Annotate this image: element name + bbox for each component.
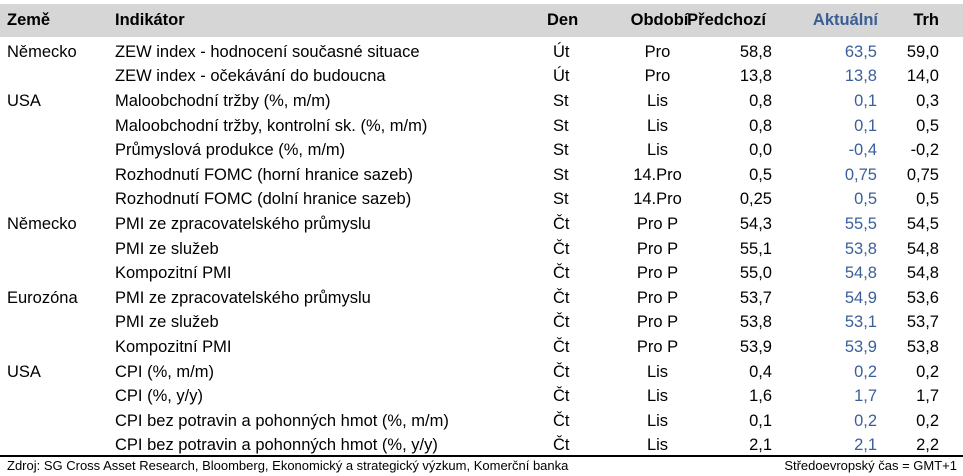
row-actual: 53,8: [844, 239, 877, 258]
table-row: [0, 212, 963, 237]
row-actual: -0,4: [848, 141, 877, 160]
row-day: Čt: [553, 239, 570, 258]
row-day: St: [553, 165, 569, 184]
table-row: [0, 188, 963, 213]
row-country: Eurozóna: [7, 288, 78, 307]
table-row: [0, 360, 963, 385]
row-day: St: [553, 190, 569, 209]
row-market: 59,0: [906, 42, 939, 61]
header-indicator: Indikátor: [115, 11, 185, 29]
row-actual: 0,1: [854, 91, 877, 110]
row-period: Lis: [646, 436, 669, 455]
row-period: Pro: [644, 67, 671, 86]
row-actual: 63,5: [844, 42, 877, 61]
row-period: Pro: [644, 42, 671, 61]
row-period: Pro P: [636, 313, 679, 332]
row-day: Út: [553, 67, 570, 86]
table-header: [0, 4, 963, 37]
table-row: [0, 89, 963, 114]
row-period: Pro P: [636, 288, 679, 307]
row-day: Čt: [553, 387, 570, 406]
row-day: Čt: [553, 362, 570, 381]
row-indicator: PMI ze služeb: [115, 313, 219, 332]
row-indicator: CPI (%, y/y): [115, 387, 204, 406]
table-row: [0, 384, 963, 409]
table-row: [0, 237, 963, 262]
row-indicator: PMI ze zpracovatelského průmyslu: [115, 288, 371, 307]
table-row: [0, 65, 963, 90]
row-market: 53,8: [906, 337, 939, 356]
row-previous: 13,8: [739, 67, 772, 86]
row-actual: 54,9: [844, 288, 877, 307]
row-market: 0,2: [916, 362, 939, 381]
header-previous: Předchozí: [687, 11, 766, 29]
row-indicator: Rozhodnutí FOMC (dolní hranice sazeb): [115, 190, 412, 209]
row-previous: 53,8: [739, 313, 772, 332]
row-market: 0,2: [916, 411, 939, 430]
table-row: [0, 409, 963, 434]
table-row: [0, 40, 963, 65]
row-actual: 0,2: [854, 362, 877, 381]
header-country: Země: [7, 11, 51, 29]
row-actual: 1,7: [854, 387, 877, 406]
row-actual: 53,1: [844, 313, 877, 332]
table-row: [0, 163, 963, 188]
row-market: -0,2: [910, 141, 939, 160]
row-actual: 13,8: [844, 67, 877, 86]
row-market: 0,5: [916, 116, 939, 135]
row-indicator: Maloobchodní tržby (%, m/m): [115, 91, 331, 110]
row-period: Lis: [646, 411, 669, 430]
row-country: USA: [7, 362, 41, 381]
row-day: Čt: [553, 337, 570, 356]
row-previous: 53,7: [739, 288, 772, 307]
header-period: Období: [630, 11, 689, 29]
row-market: 0,5: [916, 190, 939, 209]
row-actual: 55,5: [844, 214, 877, 233]
row-previous: 2,1: [749, 436, 772, 455]
row-period: Lis: [646, 387, 669, 406]
row-day: Čt: [553, 313, 570, 332]
footer-source: Zdroj: SG Cross Asset Research, Bloomberg, Ekonomický a strategický výzkum, Komerční banka: [7, 458, 569, 473]
row-day: Čt: [553, 436, 570, 455]
row-market: 53,6: [906, 288, 939, 307]
row-indicator: PMI ze zpracovatelského průmyslu: [115, 214, 371, 233]
row-previous: 0,25: [739, 190, 772, 209]
footer-timezone: Středoevropský čas = GMT+1: [784, 458, 957, 473]
row-market: 1,7: [916, 387, 939, 406]
row-period: Pro P: [636, 337, 679, 356]
row-day: Čt: [553, 288, 570, 307]
row-previous: 58,8: [739, 42, 772, 61]
footer-divider: [0, 455, 963, 457]
row-period: Pro P: [636, 264, 679, 283]
row-day: St: [553, 141, 569, 160]
header-market: Trh: [913, 11, 939, 29]
row-market: 14,0: [906, 67, 939, 86]
row-day: St: [553, 116, 569, 135]
row-previous: 54,3: [739, 214, 772, 233]
header-day: Den: [547, 11, 579, 29]
row-market: 53,7: [906, 313, 939, 332]
row-actual: 0,5: [854, 190, 877, 209]
row-country: Německo: [7, 214, 77, 233]
row-period: Lis: [646, 91, 669, 110]
row-indicator: Maloobchodní tržby, kontrolní sk. (%, m/m): [115, 116, 428, 135]
row-period: Lis: [646, 141, 669, 160]
row-actual: 2,1: [854, 436, 877, 455]
row-day: Út: [553, 42, 570, 61]
row-indicator: ZEW index - hodnocení současné situace: [115, 42, 420, 61]
row-day: Čt: [553, 214, 570, 233]
row-actual: 0,1: [854, 116, 877, 135]
row-indicator: Kompozitní PMI: [115, 337, 232, 356]
row-period: Pro P: [636, 239, 679, 258]
row-indicator: ZEW index - očekávání do budoucna: [115, 67, 386, 86]
table-row: [0, 335, 963, 360]
row-indicator: Kompozitní PMI: [115, 264, 232, 283]
row-actual: 0,75: [844, 165, 877, 184]
row-market: 2,2: [916, 436, 939, 455]
header-actual: Aktuální: [812, 11, 878, 29]
table-row: [0, 286, 963, 311]
row-market: 54,8: [906, 264, 939, 283]
row-previous: 0,0: [749, 141, 772, 160]
row-period: Lis: [646, 116, 669, 135]
row-day: St: [553, 91, 569, 110]
row-market: 0,3: [916, 91, 939, 110]
row-period: 14.Pro: [633, 190, 682, 209]
row-market: 0,75: [906, 165, 939, 184]
row-actual: 53,9: [844, 337, 877, 356]
row-period: Lis: [646, 362, 669, 381]
row-previous: 1,6: [749, 387, 772, 406]
row-period: Pro P: [636, 214, 679, 233]
row-previous: 0,8: [749, 91, 772, 110]
row-indicator: Rozhodnutí FOMC (horní hranice sazeb): [115, 165, 414, 184]
row-previous: 0,5: [749, 165, 772, 184]
table-row: [0, 311, 963, 336]
table-row: [0, 114, 963, 139]
row-previous: 55,1: [739, 239, 772, 258]
row-actual: 54,8: [844, 264, 877, 283]
row-day: Čt: [553, 264, 570, 283]
row-indicator: PMI ze služeb: [115, 239, 219, 258]
row-indicator: CPI (%, m/m): [115, 362, 214, 381]
row-day: Čt: [553, 411, 570, 430]
row-previous: 0,4: [749, 362, 772, 381]
row-actual: 0,2: [854, 411, 877, 430]
row-indicator: CPI bez potravin a pohonných hmot (%, m/m): [115, 411, 449, 430]
row-previous: 0,1: [749, 411, 772, 430]
row-country: Německo: [7, 42, 77, 61]
row-market: 54,5: [906, 214, 939, 233]
row-indicator: Průmyslová produkce (%, m/m): [115, 141, 346, 160]
table-row: [0, 261, 963, 286]
row-previous: 0,8: [749, 116, 772, 135]
row-country: USA: [7, 91, 41, 110]
row-market: 54,8: [906, 239, 939, 258]
row-previous: 55,0: [739, 264, 772, 283]
row-period: 14.Pro: [633, 165, 682, 184]
row-indicator: CPI bez potravin a pohonných hmot (%, y/y): [115, 436, 438, 455]
row-previous: 53,9: [739, 337, 772, 356]
table-row: [0, 138, 963, 163]
